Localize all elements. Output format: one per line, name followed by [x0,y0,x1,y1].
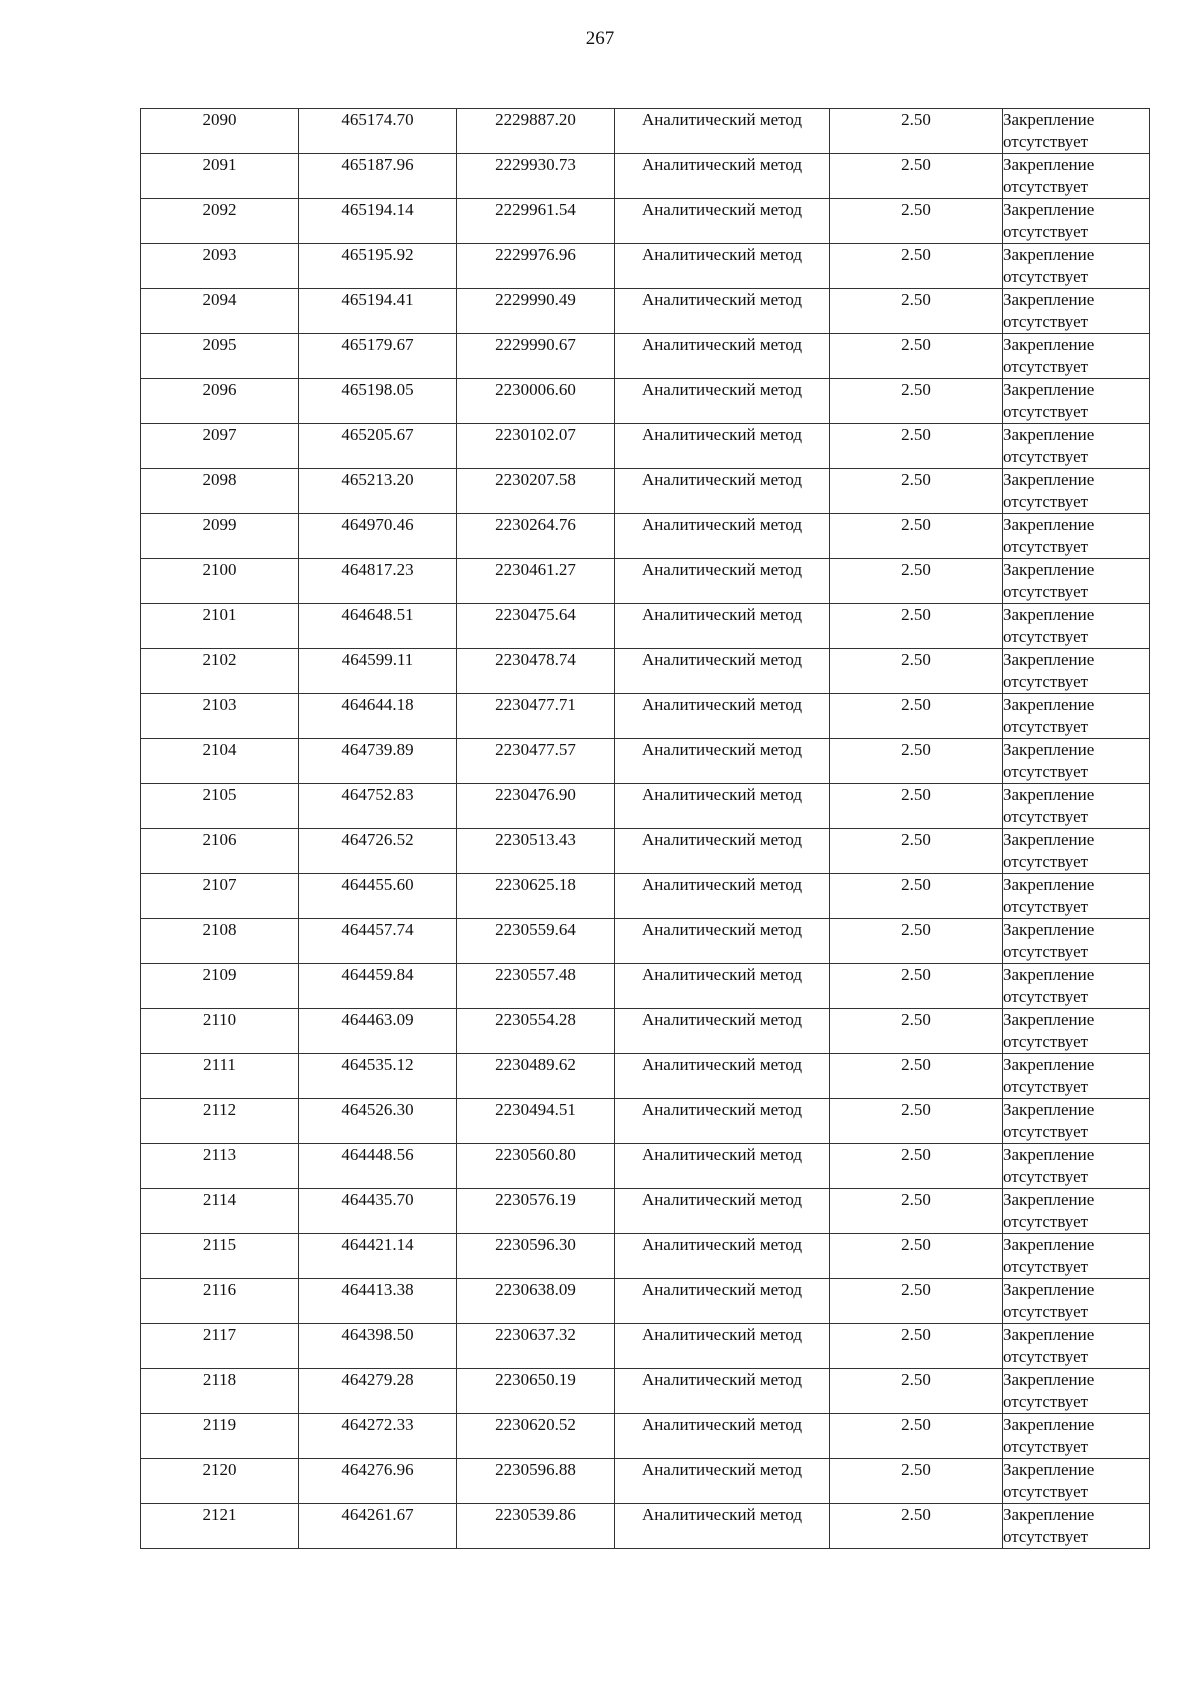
point-number-cell: 2117 [141,1324,299,1369]
y-coordinate-cell: 2230576.19 [457,1189,615,1234]
table-row [141,1414,1150,1459]
point-number-cell: 2099 [141,514,299,559]
x-coordinate-cell: 465179.67 [299,334,457,379]
fixation-cell: Закрепление отсутствует [1003,739,1150,784]
method-cell: Аналитический метод [615,289,830,334]
point-number-cell: 2102 [141,649,299,694]
accuracy-cell: 2.50 [830,469,1003,514]
accuracy-cell: 2.50 [830,739,1003,784]
method-cell: Аналитический метод [615,1234,830,1279]
accuracy-cell: 2.50 [830,1504,1003,1549]
point-number-cell: 2107 [141,874,299,919]
point-number-cell: 2110 [141,1009,299,1054]
table-row [141,784,1150,829]
fixation-cell: Закрепление отсутствует [1003,154,1150,199]
fixation-cell: Закрепление отсутствует [1003,514,1150,559]
fixation-cell: Закрепление отсутствует [1003,1414,1150,1459]
method-cell: Аналитический метод [615,154,830,199]
method-cell: Аналитический метод [615,469,830,514]
accuracy-cell: 2.50 [830,289,1003,334]
y-coordinate-cell: 2229976.96 [457,244,615,289]
x-coordinate-cell: 465195.92 [299,244,457,289]
x-coordinate-cell: 464726.52 [299,829,457,874]
fixation-cell: Закрепление отсутствует [1003,1009,1150,1054]
x-coordinate-cell: 464413.38 [299,1279,457,1324]
point-number-cell: 2109 [141,964,299,1009]
accuracy-cell: 2.50 [830,1414,1003,1459]
point-number-cell: 2118 [141,1369,299,1414]
accuracy-cell: 2.50 [830,1189,1003,1234]
y-coordinate-cell: 2230264.76 [457,514,615,559]
accuracy-cell: 2.50 [830,649,1003,694]
point-number-cell: 2119 [141,1414,299,1459]
table-row [141,874,1150,919]
accuracy-cell: 2.50 [830,1279,1003,1324]
table-row [141,964,1150,1009]
x-coordinate-cell: 464455.60 [299,874,457,919]
fixation-cell: Закрепление отсутствует [1003,1324,1150,1369]
method-cell: Аналитический метод [615,1369,830,1414]
x-coordinate-cell: 464261.67 [299,1504,457,1549]
x-coordinate-cell: 464457.74 [299,919,457,964]
fixation-cell: Закрепление отсутствует [1003,784,1150,829]
y-coordinate-cell: 2229961.54 [457,199,615,244]
accuracy-cell: 2.50 [830,604,1003,649]
method-cell: Аналитический метод [615,1144,830,1189]
accuracy-cell: 2.50 [830,244,1003,289]
method-cell: Аналитический метод [615,109,830,154]
page-number: 267 [585,28,615,49]
table-row [141,1459,1150,1504]
accuracy-cell: 2.50 [830,964,1003,1009]
fixation-cell: Закрепление отсутствует [1003,919,1150,964]
point-number-cell: 2115 [141,1234,299,1279]
accuracy-cell: 2.50 [830,1459,1003,1504]
y-coordinate-cell: 2229990.67 [457,334,615,379]
point-number-cell: 2116 [141,1279,299,1324]
accuracy-cell: 2.50 [830,694,1003,739]
fixation-cell: Закрепление отсутствует [1003,1459,1150,1504]
x-coordinate-cell: 465174.70 [299,109,457,154]
point-number-cell: 2103 [141,694,299,739]
point-number-cell: 2121 [141,1504,299,1549]
y-coordinate-cell: 2230461.27 [457,559,615,604]
point-number-cell: 2096 [141,379,299,424]
point-number-cell: 2097 [141,424,299,469]
fixation-cell: Закрепление отсутствует [1003,1189,1150,1234]
fixation-cell: Закрепление отсутствует [1003,604,1150,649]
accuracy-cell: 2.50 [830,1369,1003,1414]
y-coordinate-cell: 2230596.88 [457,1459,615,1504]
table-row [141,1189,1150,1234]
x-coordinate-cell: 464535.12 [299,1054,457,1099]
y-coordinate-cell: 2230478.74 [457,649,615,694]
y-coordinate-cell: 2229887.20 [457,109,615,154]
method-cell: Аналитический метод [615,649,830,694]
fixation-cell: Закрепление отсутствует [1003,334,1150,379]
y-coordinate-cell: 2230207.58 [457,469,615,514]
y-coordinate-cell: 2230596.30 [457,1234,615,1279]
method-cell: Аналитический метод [615,1414,830,1459]
point-number-cell: 2114 [141,1189,299,1234]
point-number-cell: 2093 [141,244,299,289]
x-coordinate-cell: 464276.96 [299,1459,457,1504]
table-row [141,379,1150,424]
accuracy-cell: 2.50 [830,1009,1003,1054]
point-number-cell: 2104 [141,739,299,784]
table-row [141,1279,1150,1324]
method-cell: Аналитический метод [615,199,830,244]
y-coordinate-cell: 2230006.60 [457,379,615,424]
fixation-cell: Закрепление отсутствует [1003,559,1150,604]
accuracy-cell: 2.50 [830,109,1003,154]
method-cell: Аналитический метод [615,379,830,424]
y-coordinate-cell: 2230625.18 [457,874,615,919]
y-coordinate-cell: 2230494.51 [457,1099,615,1144]
table-row [141,1099,1150,1144]
y-coordinate-cell: 2230557.48 [457,964,615,1009]
accuracy-cell: 2.50 [830,829,1003,874]
y-coordinate-cell: 2230560.80 [457,1144,615,1189]
accuracy-cell: 2.50 [830,1144,1003,1189]
fixation-cell: Закрепление отсутствует [1003,829,1150,874]
accuracy-cell: 2.50 [830,874,1003,919]
fixation-cell: Закрепление отсутствует [1003,1504,1150,1549]
method-cell: Аналитический метод [615,919,830,964]
y-coordinate-cell: 2230477.57 [457,739,615,784]
x-coordinate-cell: 464644.18 [299,694,457,739]
table-row [141,694,1150,739]
y-coordinate-cell: 2229990.49 [457,289,615,334]
method-cell: Аналитический метод [615,874,830,919]
fixation-cell: Закрепление отсутствует [1003,874,1150,919]
fixation-cell: Закрепление отсутствует [1003,694,1150,739]
point-number-cell: 2090 [141,109,299,154]
fixation-cell: Закрепление отсутствует [1003,244,1150,289]
x-coordinate-cell: 464435.70 [299,1189,457,1234]
method-cell: Аналитический метод [615,244,830,289]
method-cell: Аналитический метод [615,1459,830,1504]
x-coordinate-cell: 465194.41 [299,289,457,334]
point-number-cell: 2098 [141,469,299,514]
point-number-cell: 2108 [141,919,299,964]
x-coordinate-cell: 464599.11 [299,649,457,694]
point-number-cell: 2101 [141,604,299,649]
point-number-cell: 2100 [141,559,299,604]
accuracy-cell: 2.50 [830,919,1003,964]
y-coordinate-cell: 2230513.43 [457,829,615,874]
method-cell: Аналитический метод [615,1009,830,1054]
fixation-cell: Закрепление отсутствует [1003,379,1150,424]
accuracy-cell: 2.50 [830,379,1003,424]
method-cell: Аналитический метод [615,1189,830,1234]
table-row [141,199,1150,244]
fixation-cell: Закрепление отсутствует [1003,1234,1150,1279]
point-number-cell: 2113 [141,1144,299,1189]
fixation-cell: Закрепление отсутствует [1003,1369,1150,1414]
x-coordinate-cell: 464421.14 [299,1234,457,1279]
method-cell: Аналитический метод [615,739,830,784]
x-coordinate-cell: 464739.89 [299,739,457,784]
fixation-cell: Закрепление отсутствует [1003,649,1150,694]
table-row [141,559,1150,604]
accuracy-cell: 2.50 [830,559,1003,604]
x-coordinate-cell: 464398.50 [299,1324,457,1369]
accuracy-cell: 2.50 [830,1234,1003,1279]
y-coordinate-cell: 2230475.64 [457,604,615,649]
method-cell: Аналитический метод [615,1324,830,1369]
point-number-cell: 2111 [141,1054,299,1099]
x-coordinate-cell: 465205.67 [299,424,457,469]
table-row [141,244,1150,289]
table-row [141,739,1150,784]
method-cell: Аналитический метод [615,694,830,739]
method-cell: Аналитический метод [615,604,830,649]
x-coordinate-cell: 464279.28 [299,1369,457,1414]
y-coordinate-cell: 2230539.86 [457,1504,615,1549]
table-row [141,829,1150,874]
method-cell: Аналитический метод [615,334,830,379]
method-cell: Аналитический метод [615,1099,830,1144]
point-number-cell: 2094 [141,289,299,334]
x-coordinate-cell: 465194.14 [299,199,457,244]
accuracy-cell: 2.50 [830,514,1003,559]
method-cell: Аналитический метод [615,424,830,469]
point-number-cell: 2092 [141,199,299,244]
table-row [141,289,1150,334]
x-coordinate-cell: 465187.96 [299,154,457,199]
fixation-cell: Закрепление отсутствует [1003,1099,1150,1144]
method-cell: Аналитический метод [615,559,830,604]
table-row [141,649,1150,694]
method-cell: Аналитический метод [615,964,830,1009]
y-coordinate-cell: 2230489.62 [457,1054,615,1099]
table-row [141,1504,1150,1549]
method-cell: Аналитический метод [615,784,830,829]
coordinates-table [140,108,1150,1549]
y-coordinate-cell: 2230650.19 [457,1369,615,1414]
accuracy-cell: 2.50 [830,1324,1003,1369]
method-cell: Аналитический метод [615,1279,830,1324]
table-row [141,154,1150,199]
y-coordinate-cell: 2230620.52 [457,1414,615,1459]
method-cell: Аналитический метод [615,1054,830,1099]
y-coordinate-cell: 2230477.71 [457,694,615,739]
y-coordinate-cell: 2230638.09 [457,1279,615,1324]
accuracy-cell: 2.50 [830,334,1003,379]
x-coordinate-cell: 465198.05 [299,379,457,424]
table-row [141,604,1150,649]
point-number-cell: 2106 [141,829,299,874]
table-row [141,109,1150,154]
fixation-cell: Закрепление отсутствует [1003,964,1150,1009]
table-row [141,919,1150,964]
point-number-cell: 2095 [141,334,299,379]
y-coordinate-cell: 2230102.07 [457,424,615,469]
x-coordinate-cell: 464970.46 [299,514,457,559]
y-coordinate-cell: 2230554.28 [457,1009,615,1054]
coordinates-table-body [141,109,1150,1549]
x-coordinate-cell: 464648.51 [299,604,457,649]
accuracy-cell: 2.50 [830,1054,1003,1099]
y-coordinate-cell: 2230476.90 [457,784,615,829]
x-coordinate-cell: 464817.23 [299,559,457,604]
table-row [141,1144,1150,1189]
x-coordinate-cell: 464448.56 [299,1144,457,1189]
fixation-cell: Закрепление отсутствует [1003,424,1150,469]
x-coordinate-cell: 464463.09 [299,1009,457,1054]
fixation-cell: Закрепление отсутствует [1003,469,1150,514]
accuracy-cell: 2.50 [830,424,1003,469]
fixation-cell: Закрепление отсутствует [1003,109,1150,154]
method-cell: Аналитический метод [615,829,830,874]
x-coordinate-cell: 464272.33 [299,1414,457,1459]
point-number-cell: 2112 [141,1099,299,1144]
fixation-cell: Закрепление отсутствует [1003,289,1150,334]
accuracy-cell: 2.50 [830,199,1003,244]
table-row [141,1054,1150,1099]
table-row [141,424,1150,469]
accuracy-cell: 2.50 [830,784,1003,829]
table-row [141,334,1150,379]
fixation-cell: Закрепление отсутствует [1003,1144,1150,1189]
y-coordinate-cell: 2230559.64 [457,919,615,964]
table-row [141,1009,1150,1054]
table-row [141,469,1150,514]
point-number-cell: 2105 [141,784,299,829]
accuracy-cell: 2.50 [830,1099,1003,1144]
table-row [141,1234,1150,1279]
fixation-cell: Закрепление отсутствует [1003,1054,1150,1099]
table-row [141,1324,1150,1369]
fixation-cell: Закрепление отсутствует [1003,1279,1150,1324]
table-row [141,514,1150,559]
method-cell: Аналитический метод [615,1504,830,1549]
point-number-cell: 2120 [141,1459,299,1504]
x-coordinate-cell: 465213.20 [299,469,457,514]
accuracy-cell: 2.50 [830,154,1003,199]
table-row [141,1369,1150,1414]
x-coordinate-cell: 464752.83 [299,784,457,829]
method-cell: Аналитический метод [615,514,830,559]
point-number-cell: 2091 [141,154,299,199]
y-coordinate-cell: 2229930.73 [457,154,615,199]
fixation-cell: Закрепление отсутствует [1003,199,1150,244]
y-coordinate-cell: 2230637.32 [457,1324,615,1369]
x-coordinate-cell: 464459.84 [299,964,457,1009]
x-coordinate-cell: 464526.30 [299,1099,457,1144]
